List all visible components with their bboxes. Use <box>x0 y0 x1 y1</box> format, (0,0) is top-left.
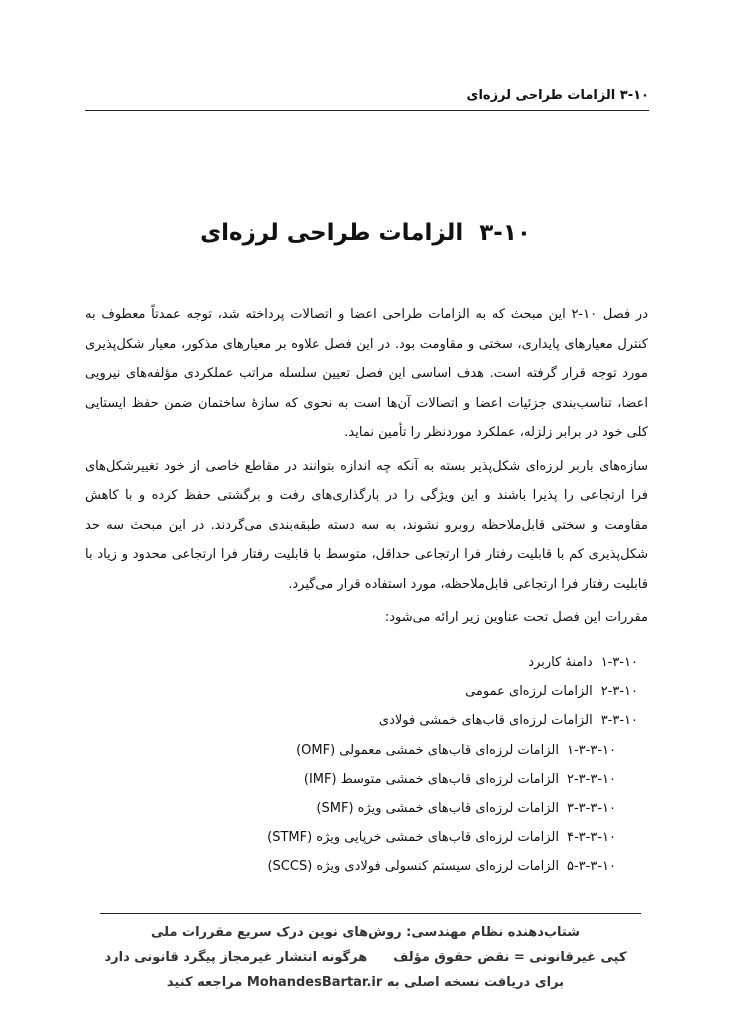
legal-notice: هرگونه انتشار غیرمجاز پیگرد قانونی دارد <box>104 950 368 965</box>
section-number: ۳-۱۰ <box>479 220 531 246</box>
toc-item-number: ۴-۳-۳-۱۰ <box>567 830 616 846</box>
toc-item-number: ۳-۳-۳-۱۰ <box>567 800 616 816</box>
toc-item-text: الزامات لرزه‌ای قاب‌های خمشی متوسط (IMF) <box>303 771 559 787</box>
toc-item <box>267 823 616 852</box>
body-text <box>85 300 648 637</box>
toc-item-number: ۳-۳-۱۰ <box>600 713 638 729</box>
website-link[interactable]: MohandesBartar.ir <box>246 975 383 990</box>
header-section-number: ۳-۱۰ <box>619 88 649 103</box>
toc-item-text: الزامات لرزه‌ای قاب‌های خمشی خرپایی ویژه (STMF) <box>267 830 559 846</box>
toc-item-text: دامنهٔ کاربرد <box>528 655 593 670</box>
toc-item-number: ۲-۳-۳-۱۰ <box>567 771 616 787</box>
paragraph: مقررات این فصل تحت عناوین زیر ارائه می‌شود: <box>384 610 648 625</box>
toc-item <box>267 706 638 735</box>
toc-item-number: ۱-۳-۳-۱۰ <box>567 742 616 758</box>
toc-item <box>267 677 638 706</box>
toc-item-text: الزامات لرزه‌ای قاب‌های خمشی فولادی <box>378 713 593 729</box>
footer-line-3 <box>0 970 731 995</box>
section-title <box>0 220 731 246</box>
toc-list <box>267 648 638 882</box>
toc-item-number: ۵-۳-۳-۱۰ <box>567 859 616 875</box>
copyright-notice: کپی غیرقانونی = نقض حقوق مؤلف <box>393 950 627 965</box>
toc-item <box>267 794 616 823</box>
paragraph: در فصل ۱۰-۲ این مبحث که به الزامات طراحی اعضا و اتصالات پرداخته شد، توجه عمدتاً معطوف به کنترل معیارهای پایداری، سختی و مقاومت بود. در این فصل علاوه بر معیارهای مذکور، معیار شکل‌پذیری مورد توجه قرار گرفته است. هدف اساسی این فصل تعیین سلسله مراتب عملکردی مؤلفه‌های نیرویی اعضا، تناسب‌بندی جزئیات اعضا و اتصالات آن‌ها است به نحوی که سازهٔ ساختمان ضمن حفظ ایستایی کلی خود در برابر زلزله، عملکرد موردنظر را تأمین نماید. <box>85 307 648 440</box>
toc-item-text: الزامات لرزه‌ای قاب‌های خمشی معمولی (OMF) <box>296 742 559 758</box>
toc-item <box>267 765 616 794</box>
footer-text: برای دریافت نسخه اصلی به <box>386 975 565 990</box>
toc-item <box>267 852 616 881</box>
toc-item <box>267 648 638 677</box>
toc-item-number: ۱-۳-۱۰ <box>600 655 638 670</box>
toc-item <box>267 736 616 765</box>
section-title-text: الزامات طراحی لرزه‌ای <box>200 220 464 246</box>
footer-line-2 <box>0 945 731 970</box>
toc-item-number: ۲-۳-۱۰ <box>600 684 638 700</box>
footer-divider <box>100 913 641 914</box>
toc-item-text: الزامات لرزه‌ای عمومی <box>465 684 593 700</box>
footer-text: مراجعه کنید <box>166 975 243 990</box>
toc-item-text: الزامات لرزه‌ای قاب‌های خمشی ویژه (SMF) <box>316 800 559 816</box>
running-header <box>85 88 649 111</box>
footer <box>0 920 731 995</box>
header-section-title: الزامات طراحی لرزه‌ای <box>466 88 616 103</box>
toc-item-text: الزامات لرزه‌ای سیستم کنسولی فولادی ویژه (SCCS) <box>267 859 559 875</box>
footer-line-1: شتاب‌دهنده نظام مهندسی: روش‌های نوین درک سریع مقررات ملی <box>151 925 580 940</box>
paragraph: سازه‌های باربر لرزه‌ای شکل‌پذیر بسته به آنکه چه اندازه بتوانند در مقاطع خاصی از خود تغییرشکل‌های فرا ارتجاعی را پذیرا باشند و این ویژگی را در بارگذاری‌های رفت و برگشتی حفظ کرده و با کاهش مقاومت و سختی قابل‌ملاحظه روبرو نشوند، به سه دسته طبقه‌بندی می‌گردند. در این مبحث سه حد شکل‌پذیری کم با قابلیت رفتار فرا ارتجاعی حداقل، متوسط با قابلیت رفتار فرا ارتجاعی محدود و زیاد با قابلیت رفتار فرا ارتجاعی قابل‌ملاحظه، مورد استفاده قرار می‌گیرد. <box>85 458 648 592</box>
